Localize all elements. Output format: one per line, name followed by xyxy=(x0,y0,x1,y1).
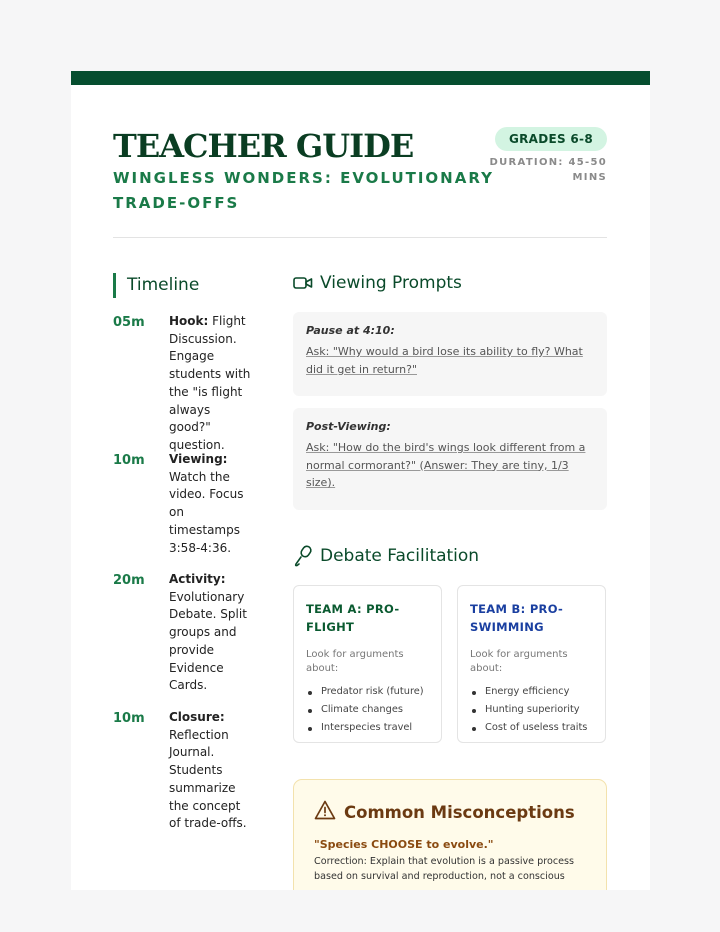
timeline-description: Flight Discussion. Engage students with the "is flight always good?" question. xyxy=(169,314,251,452)
misconception-correction: Correction: Explain that evolution is a passive process based on survival and reproduction, not a conscious xyxy=(314,856,575,882)
team-point: Hunting superiority xyxy=(470,701,593,719)
header-divider xyxy=(113,237,607,238)
team-look-for: Look for arguments about: xyxy=(306,649,404,674)
misconceptions-title: Common Misconceptions xyxy=(344,802,575,822)
prompt-card xyxy=(293,408,607,510)
timeline-label: Hook: xyxy=(169,314,209,328)
misconception-quote: "Species CHOOSE to evolve." xyxy=(314,838,494,851)
timeline-label: Closure: xyxy=(169,710,225,724)
team-point: Cost of useless traits xyxy=(470,719,593,737)
timeline-description: Reflection Journal. Students summarize the concept of trade-offs. xyxy=(169,727,247,831)
timeline-description: Watch the video. Focus on timestamps 3:58-4:36. xyxy=(169,469,244,555)
team-a-card xyxy=(293,585,442,743)
top-accent-bar xyxy=(71,71,650,85)
prompt-label: Post-Viewing: xyxy=(306,420,391,433)
misconceptions-heading xyxy=(314,800,586,824)
team-point: Energy efficiency xyxy=(470,683,593,701)
prompt-label: Pause at 4:10: xyxy=(306,324,395,337)
team-points xyxy=(470,683,593,737)
team-point: Climate changes xyxy=(306,701,429,719)
timeline-time: 20m xyxy=(113,573,145,588)
team-points xyxy=(306,683,429,737)
debate-title: Debate Facilitation xyxy=(320,546,480,566)
timeline-time: 05m xyxy=(113,315,145,330)
microphone-icon xyxy=(293,545,313,567)
team-point: Predator risk (future) xyxy=(306,683,429,701)
warning-icon xyxy=(314,800,336,824)
timeline-text xyxy=(169,313,251,455)
team-look-for: Look for arguments about: xyxy=(470,649,568,674)
page-title: TEACHER GUIDE xyxy=(113,127,414,165)
timeline-text xyxy=(169,571,251,695)
viewing-prompts-title: Viewing Prompts xyxy=(320,273,462,293)
teacher-guide-page xyxy=(71,71,650,890)
prompt-card xyxy=(293,312,607,396)
prompt-text: Ask: "Why would a bird lose its ability to fly? What did it get in return?" xyxy=(306,345,583,376)
timeline-time: 10m xyxy=(113,711,145,726)
team-title: TEAM A: PRO-FLIGHT xyxy=(306,602,400,634)
timeline-text xyxy=(169,709,251,833)
team-title: TEAM B: PRO-SWIMMING xyxy=(470,602,564,634)
prompt-text: Ask: "How do the bird's wings look different from a normal cormorant?" (Answer: They are tiny, 1/3 size). xyxy=(306,441,586,489)
debate-heading xyxy=(293,545,479,567)
duration-label: DURATION: 45-50 MINS xyxy=(489,157,607,183)
team-point: Interspecies travel xyxy=(306,719,429,737)
grade-badge: GRADES 6-8 xyxy=(495,127,607,151)
timeline-time: 10m xyxy=(113,453,145,468)
video-camera-icon xyxy=(293,276,313,290)
timeline-label: Activity: xyxy=(169,572,226,586)
viewing-prompts-heading xyxy=(293,273,462,293)
timeline-text xyxy=(169,451,251,557)
misconceptions-box xyxy=(293,779,607,890)
timeline-label: Viewing: xyxy=(169,452,228,466)
timeline-heading: Timeline xyxy=(113,273,199,298)
timeline-description: Evolutionary Debate. Split groups and provide Evidence Cards. xyxy=(169,589,247,693)
page-subtitle: WINGLESS WONDERS: EVOLUTIONARY TRADE-OFFS xyxy=(113,169,494,212)
team-b-card xyxy=(457,585,606,743)
